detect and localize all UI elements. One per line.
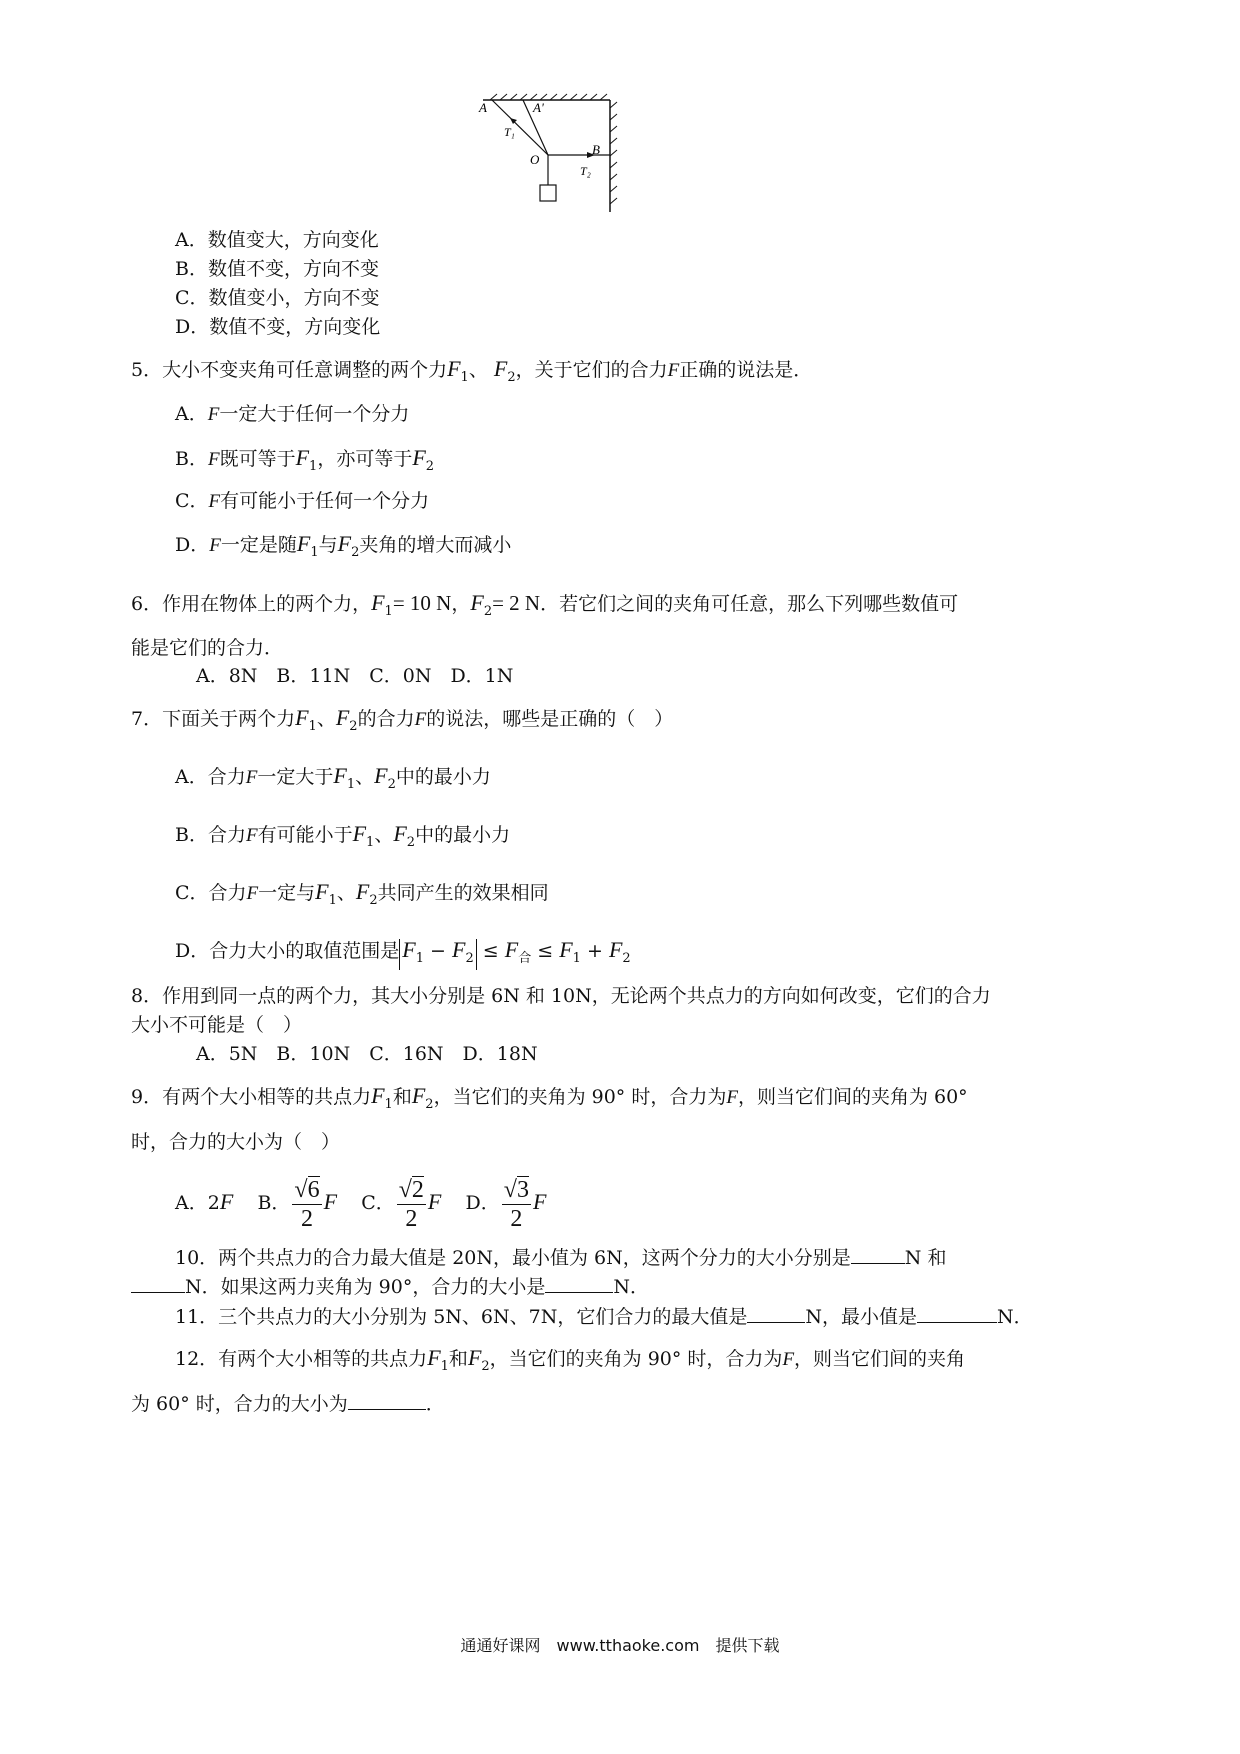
q6-options: A．8N B．11N C．0N D．1N: [196, 665, 514, 687]
q9-options: [175, 1172, 546, 1233]
q6-stem-line1: 6．作用在物体上的两个力，$F_1= 10$ N，$F_2= 2$ N．若它们之间的夹角可任意，那么下列哪些数值可: [131, 590, 959, 619]
q7-option-d: D．合力大小的取值范围是 $F_1 - F_2 \le F_合 \le F_1 + F_2$: [175, 938, 631, 971]
label-b: B: [592, 142, 600, 157]
q12-line2: 为 60° 时，合力的大小为 ．: [131, 1393, 445, 1415]
q5-option-b: B．F既可等于$F_1$，亦可等于$F_2$: [175, 445, 435, 474]
q9-option-d: D． $\frac{√3}{2}$ F: [465, 1176, 547, 1232]
q5-option-c: C．F有可能小于任何一个分力: [175, 490, 430, 512]
label-o: O: [530, 152, 540, 167]
page-footer: 通通好课网 www.tthaoke.com 提供下载: [460, 1636, 780, 1655]
q6-stem-line2: 能是它们的合力．: [131, 637, 284, 659]
label-t2: T₂: [580, 164, 591, 178]
q11-line: 11．三个共点力的大小分别为 5N、6N、7N，它们合力的最大值是 N，最小值是 N．: [175, 1306, 1033, 1328]
q4-option-c: C．数值变小，方向不变: [175, 287, 380, 309]
q4-option-b: B．数值不变，方向不变: [175, 258, 379, 280]
label-a-prime: A': [533, 100, 544, 115]
q7-stem: 7．下面关于两个力$F_1$、$F_2$的合力F的说法，哪些是正确的（ ）: [131, 705, 674, 734]
q9-stem-line2: 时，合力的大小为（ ）: [131, 1131, 341, 1153]
q7-option-a: A．合力F一定大于$F_1$、$F_2$中的最小力: [175, 763, 491, 792]
q5-option-a: A．F一定大于任何一个分力: [175, 403, 410, 425]
q7-option-c: C．合力F一定与$F_1$、$F_2$共同产生的效果相同: [175, 879, 549, 908]
q9-stem-line1: 9．有两个大小相等的共点力$F_1$和$F_2$，当它们的夹角为 90° 时，合力为F，则当它们间的夹角为 60°: [131, 1083, 968, 1112]
force-diagram: [479, 100, 725, 215]
q4-option-d: D．数值不变，方向变化: [175, 316, 381, 338]
q5-option-d: D．F一定是随$F_1$与$F_2$夹角的增大而减小: [175, 531, 512, 560]
q4-option-a: A．数值变大，方向变化: [175, 229, 379, 251]
q12-line1: 12．有两个大小相等的共点力$F_1$和$F_2$，当它们的夹角为 90° 时，合力为F，则当它们间的夹角: [175, 1345, 966, 1374]
q5-stem: 5．大小不变夹角可任意调整的两个力$F_1$、 $F_2$，关于它们的合力F正确的说法是．: [131, 356, 813, 385]
q9-option-c: C． $\frac{√2}{2}$ F: [361, 1176, 442, 1232]
q9-option-a: A．2F: [175, 1189, 234, 1214]
q8-stem-line2: 大小不可能是（ ）: [131, 1014, 303, 1036]
q10-line1: 10．两个共点力的合力最大值是 20N，最小值为 6N，这两个分力的大小分别是 N 和: [175, 1247, 947, 1269]
label-a: A: [479, 100, 487, 115]
q8-stem-line1: 8．作用到同一点的两个力，其大小分别是 6N 和 10N，无论两个共点力的方向如何改变，它们的合力: [131, 985, 991, 1007]
q9-option-b: B． $\frac{√6}{2}$ F: [257, 1176, 338, 1232]
q7-option-b: B．合力F有可能小于$F_1$、$F_2$中的最小力: [175, 821, 511, 850]
q8-options: A．5N B．10N C．16N D．18N: [196, 1043, 538, 1065]
q10-line2: N．如果这两力夹角为 90°，合力的大小是 N．: [131, 1274, 649, 1299]
label-t1: T₁: [504, 125, 515, 139]
